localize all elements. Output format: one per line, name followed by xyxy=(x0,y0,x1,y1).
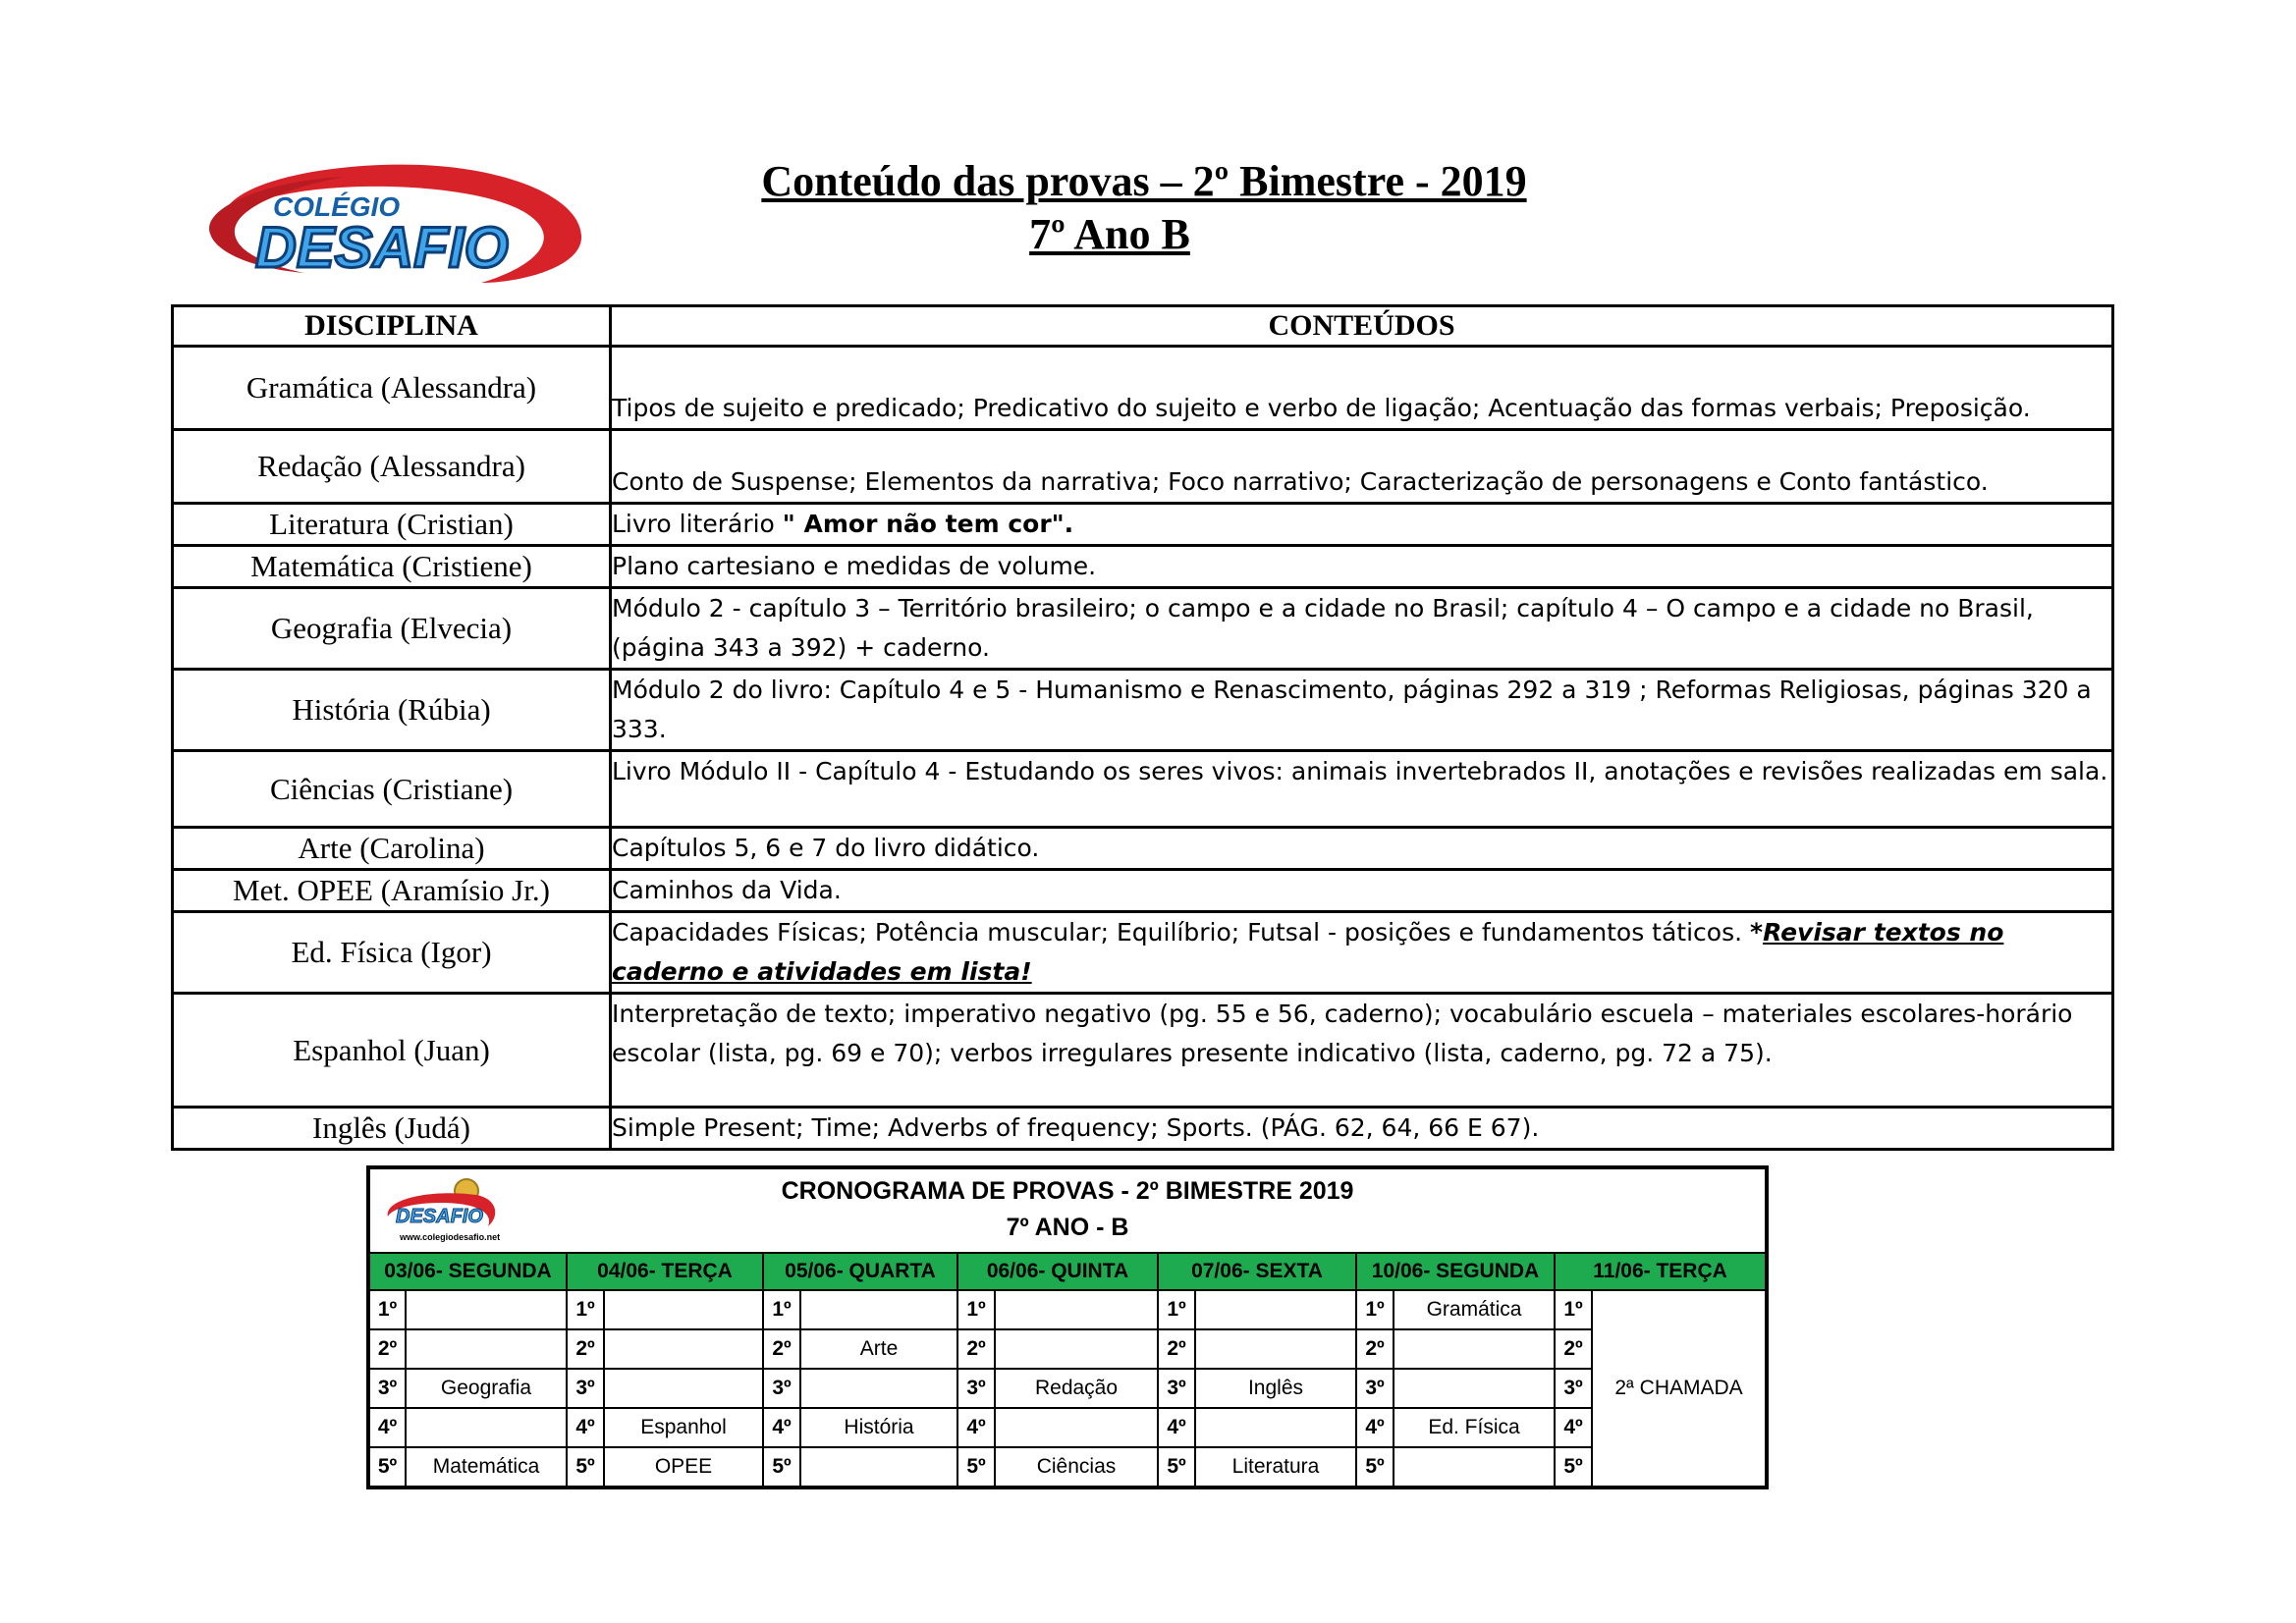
period-number: 2º xyxy=(1158,1329,1195,1369)
period-number: 5º xyxy=(567,1447,604,1488)
exam-schedule-table xyxy=(366,1165,1769,1489)
subject-cell xyxy=(1394,1447,1555,1488)
subject-cell xyxy=(406,1329,567,1369)
discipline-cell: Gramática (Alessandra) xyxy=(173,347,611,430)
discipline-cell: Ciências (Cristiane) xyxy=(173,751,611,828)
table-row xyxy=(173,994,2113,1108)
content-cell: Livro Módulo II - Capítulo 4 - Estudando os seres vivos: animais invertebrados II, anotações e revisões realizadas em sala. xyxy=(611,751,2113,828)
content-cell: Capítulos 5, 6 e 7 do livro didático. xyxy=(611,828,2113,870)
subject-cell xyxy=(604,1329,763,1369)
period-number: 4º xyxy=(567,1408,604,1447)
subject-cell: Ed. Física xyxy=(1394,1408,1555,1447)
period-row xyxy=(368,1369,1767,1408)
period-number: 3º xyxy=(763,1369,800,1408)
schedule-title: CRONOGRAMA DE PROVAS - 2º BIMESTRE 2019 xyxy=(781,1177,1354,1205)
svg-text:DESAFIO: DESAFIO xyxy=(255,216,509,280)
period-number: 5º xyxy=(368,1447,406,1488)
content-text: Livro literário xyxy=(612,510,783,538)
table-row xyxy=(173,870,2113,912)
subject-cell xyxy=(800,1447,957,1488)
header-contents: CONTEÚDOS xyxy=(611,306,2113,347)
period-number: 4º xyxy=(1356,1408,1394,1447)
subject-cell xyxy=(800,1369,957,1408)
subject-cell: Ciências xyxy=(995,1447,1158,1488)
subject-cell xyxy=(1195,1408,1356,1447)
discipline-cell: Espanhol (Juan) xyxy=(173,994,611,1108)
schedule-subtitle: 7º ANO - B xyxy=(1006,1214,1129,1241)
table-row xyxy=(173,588,2113,670)
subject-cell xyxy=(406,1290,567,1329)
day-header: 11/06- TERÇA xyxy=(1555,1253,1767,1290)
subject-cell xyxy=(995,1408,1158,1447)
period-number: 2º xyxy=(957,1329,995,1369)
subject-cell: Gramática xyxy=(1394,1290,1555,1329)
table-row xyxy=(173,751,2113,828)
day-header: 07/06- SEXTA xyxy=(1158,1253,1356,1290)
discipline-cell: Geografia (Elvecia) xyxy=(173,588,611,670)
period-number: 4º xyxy=(1158,1408,1195,1447)
content-cell: Plano cartesiano e medidas de volume. xyxy=(611,546,2113,588)
period-number: 2º xyxy=(763,1329,800,1369)
discipline-cell: Redação (Alessandra) xyxy=(173,430,611,504)
subject-cell: História xyxy=(800,1408,957,1447)
subject-cell: Geografia xyxy=(406,1369,567,1408)
day-header: 10/06- SEGUNDA xyxy=(1356,1253,1555,1290)
subject-cell xyxy=(800,1290,957,1329)
schedule-days-row xyxy=(368,1253,1767,1290)
period-row xyxy=(368,1408,1767,1447)
subject-cell xyxy=(1195,1290,1356,1329)
subject-cell xyxy=(1195,1329,1356,1369)
period-number: 2º xyxy=(567,1329,604,1369)
day-header: 06/06- QUINTA xyxy=(957,1253,1158,1290)
period-number: 3º xyxy=(567,1369,604,1408)
period-number: 2º xyxy=(1555,1329,1592,1369)
subject-cell xyxy=(995,1290,1158,1329)
period-number: 5º xyxy=(957,1447,995,1488)
period-row xyxy=(368,1290,1767,1329)
subject-cell xyxy=(1394,1329,1555,1369)
content-cell: Conto de Suspense; Elementos da narrativa; Foco narrativo; Caracterização de personagens e Conto fantástico. xyxy=(611,430,2113,504)
table-row xyxy=(173,546,2113,588)
discipline-cell: História (Rúbia) xyxy=(173,670,611,751)
subject-cell xyxy=(995,1329,1158,1369)
day-header: 04/06- TERÇA xyxy=(567,1253,763,1290)
subject-cell: OPEE xyxy=(604,1447,763,1488)
subject-cell: Arte xyxy=(800,1329,957,1369)
period-number: 4º xyxy=(763,1408,800,1447)
schedule-header xyxy=(368,1167,1767,1253)
content-cell xyxy=(611,504,2113,546)
content-cell: Caminhos da Vida. xyxy=(611,870,2113,912)
period-number: 1º xyxy=(763,1290,800,1329)
subject-cell xyxy=(604,1369,763,1408)
content-cell: Simple Present; Time; Adverbs of frequency; Sports. (PÁG. 62, 64, 66 E 67). xyxy=(611,1108,2113,1150)
table-row xyxy=(173,1108,2113,1150)
period-number: 4º xyxy=(368,1408,406,1447)
svg-text:COLÉGIO: COLÉGIO xyxy=(273,191,401,222)
subject-cell: Literatura xyxy=(1195,1447,1356,1488)
page-title-block xyxy=(589,155,1699,261)
discipline-cell: Literatura (Cristian) xyxy=(173,504,611,546)
content-cell xyxy=(611,912,2113,994)
content-table-header xyxy=(173,306,2113,347)
period-number: 3º xyxy=(1158,1369,1195,1408)
day-header: 03/06- SEGUNDA xyxy=(368,1253,567,1290)
table-row xyxy=(173,504,2113,546)
content-cell: Módulo 2 - capítulo 3 – Território brasileiro; o campo e a cidade no Brasil; capítulo 4 – O campo e a cidade no Brasil, (página 343 a 392) + caderno. xyxy=(611,588,2113,670)
subject-cell: Inglês xyxy=(1195,1369,1356,1408)
period-number: 3º xyxy=(1555,1369,1592,1408)
period-number: 5º xyxy=(1158,1447,1195,1488)
period-number: 1º xyxy=(368,1290,406,1329)
table-row xyxy=(173,912,2113,994)
second-call-cell: 2ª CHAMADA xyxy=(1592,1290,1767,1488)
content-cell: Interpretação de texto; imperativo negativo (pg. 55 e 56, caderno); vocabulário escuela – materiales escolares-horário escolar (lista, pg. 69 e 70); verbos irregulares presente indicativo (lista, caderno, pg. 72 a 75). xyxy=(611,994,2113,1108)
period-number: 1º xyxy=(957,1290,995,1329)
emphasis-note: Revisar textos no caderno e atividades em lista! xyxy=(612,918,2004,986)
period-number: 1º xyxy=(567,1290,604,1329)
content-cell: Tipos de sujeito e predicado; Predicativo do sujeito e verbo de ligação; Acentuação das formas verbais; Preposição. xyxy=(611,347,2113,430)
period-number: 5º xyxy=(1555,1447,1592,1488)
period-number: 1º xyxy=(1158,1290,1195,1329)
subject-cell xyxy=(1394,1369,1555,1408)
period-number: 3º xyxy=(957,1369,995,1408)
period-number: 5º xyxy=(763,1447,800,1488)
discipline-cell: Arte (Carolina) xyxy=(173,828,611,870)
table-row xyxy=(173,828,2113,870)
asterisk: * xyxy=(1750,918,1764,947)
day-header: 05/06- QUARTA xyxy=(763,1253,957,1290)
header-discipline: DISCIPLINA xyxy=(173,306,611,347)
discipline-cell: Matemática (Cristiene) xyxy=(173,546,611,588)
period-row xyxy=(368,1329,1767,1369)
content-table xyxy=(171,304,2114,1151)
discipline-cell: Ed. Física (Igor) xyxy=(173,912,611,994)
content-cell: Módulo 2 do livro: Capítulo 4 e 5 - Humanismo e Renascimento, páginas 292 a 319 ; Reformas Religiosas, páginas 320 a 333. xyxy=(611,670,2113,751)
period-number: 2º xyxy=(368,1329,406,1369)
period-number: 4º xyxy=(957,1408,995,1447)
subject-cell xyxy=(406,1408,567,1447)
svg-text:DESAFIO: DESAFIO xyxy=(396,1206,483,1227)
subject-cell: Matemática xyxy=(406,1447,567,1488)
table-row xyxy=(173,430,2113,504)
book-title: " Amor não tem cor". xyxy=(782,510,1074,538)
discipline-cell: Met. OPEE (Aramísio Jr.) xyxy=(173,870,611,912)
subject-cell: Espanhol xyxy=(604,1408,763,1447)
svg-text:www.colegiodesafio.net: www.colegiodesafio.net xyxy=(400,1232,500,1242)
period-number: 1º xyxy=(1555,1290,1592,1329)
table-row xyxy=(173,347,2113,430)
period-number: 4º xyxy=(1555,1408,1592,1447)
discipline-cell: Inglês (Judá) xyxy=(173,1108,611,1150)
page-title: Conteúdo das provas – 2º Bimestre - 2019 xyxy=(761,157,1527,205)
period-number: 3º xyxy=(1356,1369,1394,1408)
period-number: 2º xyxy=(1356,1329,1394,1369)
table-row xyxy=(173,670,2113,751)
subject-cell xyxy=(604,1290,763,1329)
subject-cell: Redação xyxy=(995,1369,1158,1408)
content-text: Capacidades Físicas; Potência muscular; Equilíbrio; Futsal - posições e fundamentos táticos. xyxy=(612,918,1750,947)
period-row xyxy=(368,1447,1767,1488)
page-subtitle: 7º Ano B xyxy=(1029,210,1190,258)
period-number: 1º xyxy=(1356,1290,1394,1329)
period-number: 5º xyxy=(1356,1447,1394,1488)
period-number: 3º xyxy=(368,1369,406,1408)
